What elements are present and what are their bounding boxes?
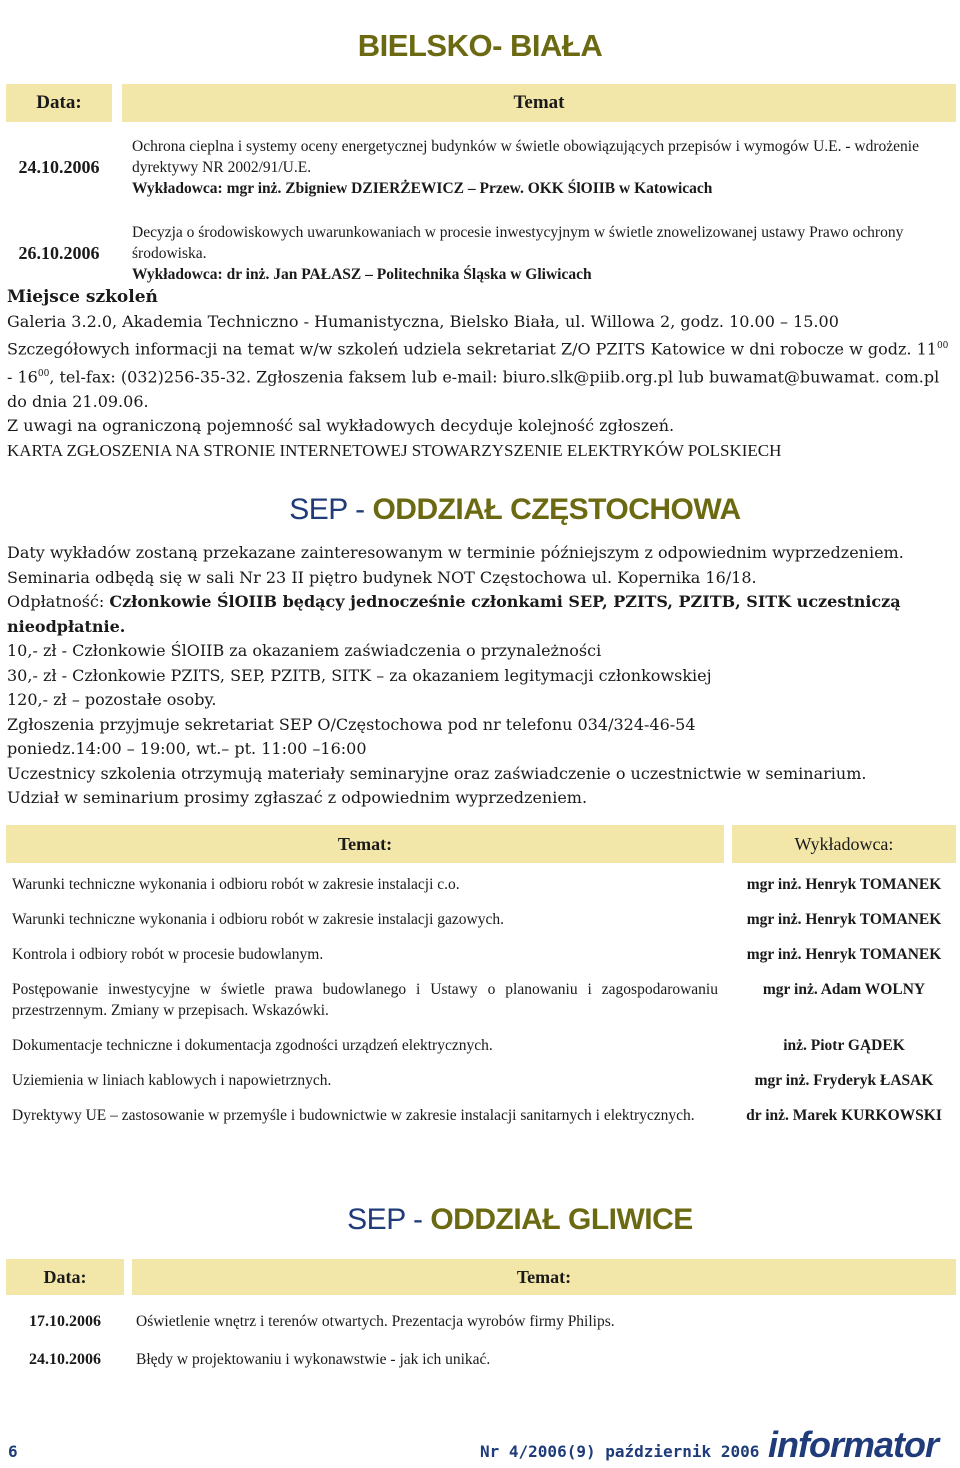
lecture-topic: Warunki techniczne wykonania i odbioru robót w zakresie instalacji c.o. bbox=[12, 876, 460, 893]
place-heading: Miejsce szkoleń bbox=[7, 287, 158, 307]
lecture-lecturer: mgr inż. Henryk TOMANEK bbox=[746, 911, 942, 928]
fee-line: 10,- zł - Członkowie ŚlOIIB za okazaniem zaświadczenia o przynależności bbox=[7, 641, 602, 660]
topic-text: Decyzja o środowiskowych uwarunkowaniach w procesie inwestycyjnym w świetle znowelizowanej ustawy Prawo ochrony środowiska. bbox=[132, 223, 904, 262]
row-topic bbox=[122, 126, 956, 208]
row-date: 17.10.2006 bbox=[29, 1313, 101, 1330]
table-row bbox=[6, 1028, 956, 1063]
capacity-note: Z uwagi na ograniczoną pojemność sal wykładowych decyduje kolejność zgłoszeń. bbox=[7, 416, 675, 436]
contact-info-part: Szczegółowych informacji na temat w/w szkoleń udziela sekretariat Z/O PZITS Katowice w dni robocze w godz. 11 bbox=[7, 339, 937, 359]
table-row bbox=[6, 972, 956, 1028]
branch-name: ODDZIAŁ GLIWICE bbox=[430, 1203, 693, 1236]
fee-line: 30,- zł - Członkowie PZITS, SEP, PZITB, SITK – za okazaniem legitymacji członkowskiej bbox=[7, 665, 712, 685]
advance-note: Udział w seminarium prosimy zgłaszać z odpowiednim wyprzedzeniem. bbox=[7, 788, 588, 807]
informator-logo: informator bbox=[768, 1424, 938, 1465]
branch-name: ODDZIAŁ CZĘSTOCHOWA bbox=[372, 493, 741, 526]
table-row bbox=[6, 1063, 956, 1098]
row-topic bbox=[122, 212, 956, 294]
fee-label: Odpłatność: bbox=[7, 592, 110, 611]
table-row bbox=[6, 1098, 956, 1133]
page-footer bbox=[0, 1422, 960, 1468]
dates-note: Daty wykładów zostaną przekazane zainteresowanym w terminie późniejszym z odpowiednim wyprzedzeniem. bbox=[7, 543, 904, 562]
registration-phone: Zgłoszenia przyjmuje sekretariat SEP O/Częstochowa pod nr telefonu 034/324-46-54 bbox=[7, 714, 696, 734]
table-row bbox=[6, 902, 956, 937]
contact-info-part: , tel-fax: (032)256-35-32. Zgłoszenia faksem lub e-mail: biuro.slk@piib.org.pl lub buwamat@buwamat. com.pl do dnia 21.09.06. bbox=[7, 367, 940, 411]
lecture-topic: Dyrektywy UE – zastosowanie w przemyśle i budownictwie w zakresie instalacji sanitarnych i elektrycznych. bbox=[12, 1107, 695, 1124]
table-row bbox=[6, 1303, 956, 1341]
row-date: 24.10.2006 bbox=[18, 156, 100, 177]
column-header-date: Data: bbox=[6, 1259, 124, 1295]
section-title-gliwice bbox=[0, 1203, 960, 1237]
table-row bbox=[6, 867, 956, 902]
topic-text: Ochrona cieplna i systemy oceny energetycznej budynków w świetle obowiązujących przepisów i wymogów U.E. - wdrożenie dyrektywy NR 2002/91/U.E. bbox=[132, 137, 919, 176]
lecture-topic: Uziemienia w liniach kablowych i napowietrznych. bbox=[12, 1072, 332, 1089]
sep-label: SEP - bbox=[347, 1203, 431, 1236]
lecturer-text: Wykładowca: dr inż. Jan PAŁASZ – Politechnika Śląska w Gliwicach bbox=[132, 265, 592, 283]
lecture-lecturer: mgr inż. Fryderyk ŁASAK bbox=[754, 1072, 934, 1089]
sep-label: SEP - bbox=[289, 493, 373, 526]
table-row bbox=[6, 126, 956, 208]
venue-note: Seminaria odbędą się w sali Nr 23 II piętro budynek NOT Częstochowa ul. Kopernika 16/18. bbox=[7, 567, 757, 587]
lecturer-text: Wykładowca: mgr inż. Zbigniew DZIERŻEWICZ – Przew. OKK ŚlOIIB w Katowicach bbox=[132, 179, 713, 197]
lecture-lecturer: mgr inż. Henryk TOMANEK bbox=[746, 876, 942, 893]
page-number: 6 bbox=[8, 1442, 18, 1461]
column-header-topic: Temat: bbox=[132, 1259, 956, 1295]
czestochowa-lectures-table bbox=[6, 825, 956, 1133]
row-date: 26.10.2006 bbox=[18, 242, 100, 263]
lecture-lecturer: dr inż. Marek KURKOWSKI bbox=[746, 1107, 942, 1124]
row-topic: Błędy w projektowaniu i wykonawstwie - jak ich unikać. bbox=[136, 1351, 491, 1368]
lecture-topic: Warunki techniczne wykonania i odbioru robót w zakresie instalacji gazowych. bbox=[12, 911, 504, 928]
fee-line: 120,- zł – pozostałe osoby. bbox=[7, 690, 217, 709]
czestochowa-info bbox=[7, 541, 955, 811]
time-superscript: 00 bbox=[936, 341, 949, 351]
office-hours: poniedz.14:00 – 19:00, wt.– pt. 11:00 –16:00 bbox=[7, 739, 367, 758]
section-title-czestochowa bbox=[0, 493, 960, 527]
column-header-topic: Temat bbox=[122, 84, 956, 122]
row-date: 24.10.2006 bbox=[29, 1351, 101, 1368]
fee-free-members: Członkowie ŚlOIIB będący jednocześnie członkami SEP, PZITS, PZITB, SITK uczestniczą nieodpłatnie. bbox=[7, 592, 901, 636]
time-superscript: 00 bbox=[37, 368, 50, 379]
column-header-date: Data: bbox=[6, 84, 112, 122]
place-text: Galeria 3.2.0, Akademia Techniczno - Humanistyczna, Bielsko Biała, ul. Willowa 2, godz. 10.00 – 15.00 bbox=[7, 311, 839, 331]
lecture-lecturer: mgr inż. Henryk TOMANEK bbox=[746, 946, 942, 963]
materials-note: Uczestnicy szkolenia otrzymują materiały seminaryjne oraz zaświadczenie o uczestnictwie w seminarium. bbox=[7, 763, 867, 783]
bielsko-schedule-table bbox=[6, 84, 956, 294]
gliwice-schedule-table bbox=[6, 1259, 956, 1379]
lecture-topic: Dokumentacje techniczne i dokumentacja zgodności urządzeń elektrycznych. bbox=[12, 1037, 493, 1054]
lecture-topic: Kontrola i odbiory robót w procesie budowlanym. bbox=[12, 946, 324, 963]
table-row bbox=[6, 1341, 956, 1379]
lecture-topic: Postępowanie inwestycyjne w świetle prawa budowlanego i Ustawy o planowaniu i zagospodarowaniu przestrzennym. Zmiany w przepisach. Wskazówki. bbox=[12, 981, 718, 1019]
registration-card-note: KARTA ZGŁOSZENIA NA STRONIE INTERNETOWEJ STOWARZYSZENIE ELEKTRYKÓW POLSKIECH bbox=[7, 440, 782, 460]
table-row bbox=[6, 937, 956, 972]
issue-info: Nr 4/2006(9) październik 2006 bbox=[480, 1442, 760, 1461]
contact-info-part: - 16 bbox=[7, 367, 38, 387]
row-topic: Oświetlenie wnętrz i terenów otwartych. Prezentacja wyrobów firmy Philips. bbox=[136, 1313, 615, 1330]
fee-note bbox=[7, 590, 955, 639]
column-header-lecturer: Wykładowca: bbox=[732, 825, 956, 863]
column-header-topic: Temat: bbox=[6, 825, 724, 863]
lecture-lecturer: inż. Piotr GĄDEK bbox=[783, 1037, 905, 1054]
lecture-lecturer: mgr inż. Adam WOLNY bbox=[762, 981, 926, 998]
table-row bbox=[6, 212, 956, 294]
section-title-bielsko: BIELSKO- BIAŁA bbox=[357, 28, 603, 63]
bielsko-info bbox=[7, 285, 955, 463]
contact-info bbox=[7, 334, 955, 414]
